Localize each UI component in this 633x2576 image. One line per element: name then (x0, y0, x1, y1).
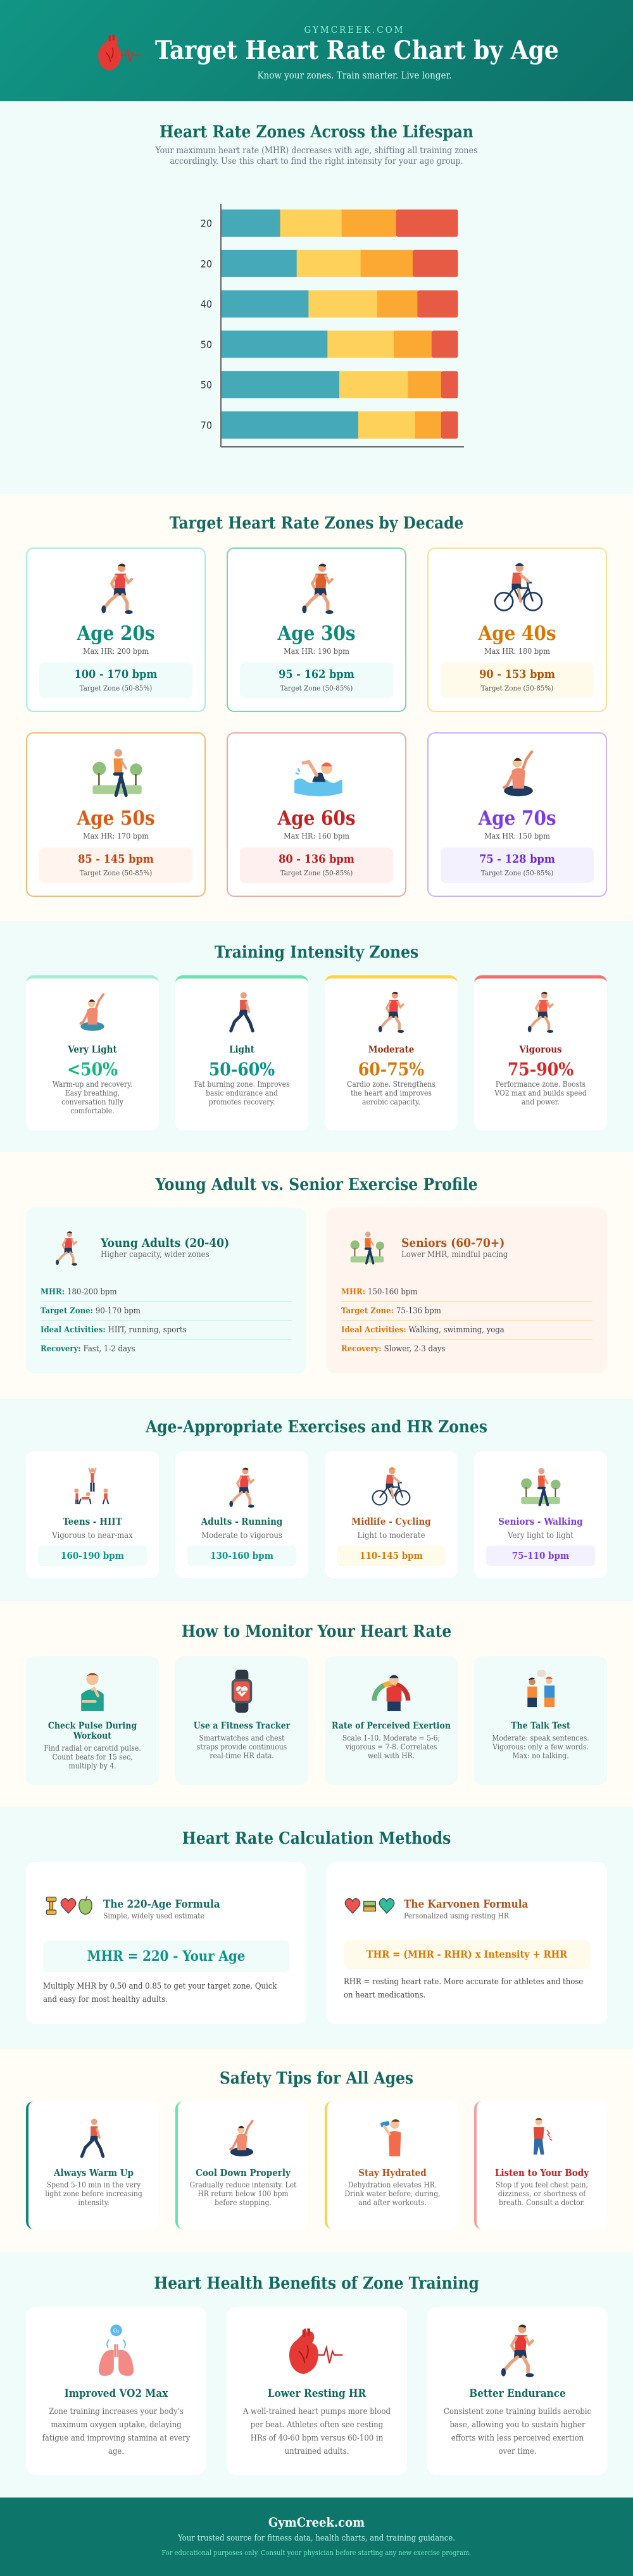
monitor-desc: Scale 1-10. Moderate = 5-6; vigorous = 7-8. Correlates well with HR. (342, 1734, 441, 1760)
tip-name: Cool Down Properly (196, 2167, 291, 2179)
bar-segment-3 (342, 209, 397, 237)
decade-card-40s (427, 547, 607, 712)
bar-segment-3 (377, 291, 418, 318)
exercise-intensity: Vigorous to near-max (52, 1531, 133, 1541)
max-hr: Max HR: 150 bpm (484, 831, 550, 841)
tagline: Know your zones. Train smarter. Live longer. (257, 70, 452, 81)
zone-range: 75 - 128 bpm (479, 853, 555, 866)
benefit-card-endurance (427, 2307, 608, 2475)
formula-desc: RHR = resting heart rate. More accurate for athletes and those on heart medications. (344, 1977, 584, 2000)
benefit-desc: Consistent zone training builds aerobic base, allowing you to sustain higher efforts with less perceived exertion over time. (443, 2407, 592, 2456)
profile-subtitle: Lower MHR, mindful pacing (401, 1250, 508, 1260)
benefits-section (0, 2252, 633, 2498)
monitor-card-rpe (325, 1656, 458, 1785)
age-label: Age 50s (77, 807, 155, 830)
section-title: Heart Rate Calculation Methods (182, 1829, 451, 1848)
yoga-icon (487, 746, 550, 802)
section-title: Young Adult vs. Senior Exercise Profile (155, 1175, 478, 1194)
heart-rate-icon (344, 1895, 361, 1916)
monitor-name: Use a Fitness Tracker (193, 1721, 291, 1731)
zone-box (441, 663, 594, 698)
monitor-section (0, 1601, 633, 1807)
walker-icon (348, 1224, 386, 1273)
row-label: Target Zone: (41, 1306, 93, 1316)
exercise-card-teens (26, 1451, 159, 1578)
page-footer (0, 2498, 633, 2576)
formula-subtitle: Simple, widely used estimate (103, 1911, 204, 1920)
footer-tagline: Your trusted source for fitness data, health charts, and training guidance. (178, 2534, 455, 2543)
age-label: Age 20s (77, 622, 155, 645)
exertion-gauge-icon (366, 1668, 417, 1715)
row-label: Recovery: (341, 1344, 382, 1354)
hiit-group-icon (67, 1466, 118, 1510)
formula-icons (43, 1895, 96, 1916)
lifespan-section (0, 101, 633, 494)
formula-card-karvonen (327, 1862, 607, 2024)
exercise-name: Adults - Running (201, 1516, 283, 1527)
section-subtitle: Your maximum heart rate (MHR) decreases with age, shifting all training zones accordingly. Use this chart to find the right intensity for your age group. (155, 146, 478, 166)
bar-segment-4 (413, 250, 458, 277)
walker-icon (85, 746, 149, 802)
zone-range: 90 - 153 bpm (479, 668, 555, 681)
benefit-desc: A well-trained heart pumps more blood per beat. Athletes often see resting HRs of 40-60 bpm versus 60-100 in untrained adults. (242, 2407, 391, 2456)
page-header (0, 0, 633, 101)
y-tick-label: 40 (200, 298, 212, 311)
bar-segment-1 (221, 209, 280, 237)
monitor-card-tracker (175, 1656, 308, 1785)
benefit-name: Improved VO2 Max (64, 2387, 168, 2400)
profile-row (41, 1340, 292, 1359)
formula-card-220 (26, 1862, 306, 2024)
section-title: Age-Appropriate Exercises and HR Zones (146, 1418, 487, 1437)
monitor-card-pulse (26, 1656, 159, 1785)
exercise-name: Teens - HIIT (63, 1516, 122, 1527)
exercise-range: 130-160 bpm (187, 1546, 296, 1566)
bar-segment-1 (221, 250, 297, 277)
zone-name: Moderate (368, 1044, 415, 1055)
bar-segment-4 (432, 330, 458, 358)
profile-row (341, 1283, 592, 1302)
bar-segment-4 (396, 209, 458, 237)
tip-name: Always Warm Up (54, 2167, 134, 2179)
row-value: Fast, 1-2 days (83, 1344, 135, 1354)
footer-title: GymCreek.com (268, 2515, 365, 2530)
walker-icon (515, 1466, 566, 1510)
y-tick-label: 50 (200, 378, 212, 391)
pulse-check-icon (67, 1668, 118, 1715)
profile-row (341, 1321, 592, 1340)
pain-icon (515, 2116, 566, 2161)
heart-icon (287, 2322, 347, 2380)
bar-segment-1 (221, 291, 309, 318)
zone-box (240, 847, 393, 883)
tip-desc: Spend 5-10 min in the very light zone before increasing intensity. (45, 2180, 142, 2207)
zone-box (240, 663, 393, 698)
cyclist-icon (487, 561, 550, 617)
bar-segment-2 (358, 411, 415, 439)
heart-rate-icon (378, 1895, 396, 1916)
runner-icon (487, 2322, 548, 2380)
runner-icon (286, 561, 349, 617)
safety-section (0, 2049, 633, 2252)
profile-title: Young Adults (20-40) (101, 1236, 230, 1250)
safety-card-warm-up (26, 2101, 159, 2229)
decade-card-70s (427, 732, 607, 897)
bar-segment-4 (441, 411, 458, 439)
decades-section (0, 494, 633, 921)
swimmer-icon (286, 746, 349, 802)
zone-desc: Warm-up and recovery. Easy breathing, conversation fully comfortable. (52, 1080, 133, 1115)
zone-percent: 50-60% (208, 1059, 275, 1080)
zone-label: Target Zone (50-85%) (79, 868, 153, 877)
benefit-card-vo2 (26, 2307, 206, 2475)
zone-card-light (175, 975, 308, 1130)
exercise-intensity: Moderate to vigorous (201, 1531, 282, 1541)
profile-row (341, 1340, 592, 1359)
tip-desc: Stop if you feel chest pain, dizziness, or shortness of breath. Consult a doctor. (496, 2180, 588, 2207)
heart-icon (60, 1895, 77, 1916)
lunge-stretch-icon (67, 2116, 118, 2161)
equals-icon (361, 1895, 378, 1916)
zone-range: 80 - 136 bpm (279, 853, 354, 866)
row-value: Walking, swimming, yoga (408, 1325, 505, 1335)
row-value: 180-200 bpm (67, 1287, 117, 1297)
decade-card-60s (227, 732, 406, 897)
safety-card-hydrated (325, 2101, 458, 2229)
max-hr: Max HR: 200 bpm (83, 646, 149, 656)
age-label: Age 60s (277, 807, 356, 830)
zone-label: Target Zone (50-85%) (280, 868, 353, 877)
bar-segment-2 (308, 291, 377, 318)
cyclist-icon (366, 1466, 417, 1510)
section-title: Training Intensity Zones (214, 943, 419, 962)
heart-icon (96, 33, 144, 72)
benefit-name: Lower Resting HR (267, 2387, 367, 2400)
profile-section (0, 1152, 633, 1399)
decade-card-30s (227, 547, 406, 712)
formula-subtitle: Personalized using resting HR (404, 1911, 509, 1920)
safety-card-listen (474, 2101, 607, 2229)
exercise-name: Midlife - Cycling (351, 1516, 431, 1527)
exercises-section (0, 1399, 633, 1601)
zone-desc: Performance zone. Boosts VO2 max and builds speed and power. (494, 1080, 587, 1106)
safety-card-cool-down (175, 2101, 308, 2229)
row-value: HIIT, running, sports (108, 1325, 187, 1335)
section-title: Target Heart Rate Zones by Decade (169, 514, 464, 533)
row-label: Target Zone: (341, 1306, 394, 1316)
runner-icon (216, 1466, 267, 1510)
calculation-section (0, 1807, 633, 2049)
zone-label: Target Zone (50-85%) (480, 684, 554, 692)
row-label: Ideal Activities: (41, 1325, 106, 1335)
max-hr: Max HR: 160 bpm (284, 831, 349, 841)
bar-segment-3 (415, 411, 442, 439)
sprinter-icon (515, 990, 566, 1035)
yoga-icon (67, 990, 118, 1035)
tip-desc: Dehydration elevates HR. Drink water before, during, and after workouts. (344, 2180, 441, 2207)
row-label: Ideal Activities: (341, 1325, 406, 1335)
intensity-section (0, 921, 633, 1152)
zone-name: Light (229, 1044, 255, 1055)
tip-name: Listen to Your Body (494, 2167, 589, 2179)
exercise-card-midlife (325, 1451, 458, 1578)
monitor-name: Rate of Perceived Exertion (331, 1721, 451, 1731)
max-hr: Max HR: 180 bpm (484, 646, 550, 656)
zone-range: 95 - 162 bpm (279, 668, 354, 681)
exercise-name: Seniors - Walking (498, 1516, 583, 1527)
exercise-card-seniors (474, 1451, 607, 1578)
bar-segment-3 (361, 250, 413, 277)
young-adults-card (26, 1208, 306, 1373)
footer-disclaimer: For educational purposes only. Consult your physician before starting any new exercise program. (161, 2549, 472, 2557)
formula-name: The Karvonen Formula (404, 1898, 529, 1911)
zone-box (39, 663, 192, 698)
bar-segment-4 (441, 371, 458, 398)
age-label: Age 30s (277, 622, 356, 645)
runner-icon (366, 990, 417, 1035)
exercise-card-adults (175, 1451, 308, 1578)
formula-name: The 220-Age Formula (103, 1898, 220, 1911)
zone-box (39, 847, 192, 883)
zone-range: 100 - 170 bpm (74, 668, 158, 681)
zone-name: Very Light (68, 1044, 117, 1055)
zone-percent: 75-90% (507, 1059, 574, 1080)
row-value: Slower, 2-3 days (384, 1344, 446, 1354)
profile-subtitle: Higher capacity, wider zones (101, 1250, 210, 1260)
bar-segment-1 (221, 330, 328, 358)
exercise-range: 75-110 bpm (486, 1546, 595, 1566)
y-tick-label: 20 (200, 258, 212, 270)
zone-percent: <50% (66, 1059, 118, 1080)
section-title: How to Monitor Your Heart Rate (181, 1622, 452, 1641)
exercise-range: 110-145 bpm (337, 1546, 446, 1566)
zone-desc: Fat burning zone. Improves basic endurance and promotes recovery. (194, 1080, 290, 1106)
walker-icon (216, 990, 267, 1035)
bar-segment-1 (221, 371, 340, 398)
apple-icon (77, 1895, 94, 1916)
zone-box (441, 847, 594, 883)
bar-segment-1 (221, 411, 358, 439)
drinking-water-icon (366, 2116, 417, 2161)
benefit-desc: Zone training increases your body's maximum oxygen uptake, delaying fatigue and improving stamina at every age. (42, 2407, 191, 2456)
exercise-intensity: Very light to light (508, 1531, 573, 1541)
dumbbell-icon (43, 1895, 60, 1916)
lungs-icon (86, 2322, 146, 2380)
row-value: 150-160 bpm (368, 1287, 418, 1297)
profile-row (41, 1283, 292, 1302)
age-label: Age 70s (478, 807, 556, 830)
formula-box: MHR = 220 - Your Age (43, 1941, 289, 1972)
max-hr: Max HR: 190 bpm (284, 646, 349, 656)
row-label: MHR: (341, 1287, 366, 1297)
zone-name: Vigorous (519, 1044, 562, 1055)
bar-segment-2 (327, 330, 394, 358)
monitor-desc: Moderate: speak sentences. Vigorous: only a few words. Max: no talking. (492, 1734, 589, 1760)
seated-stretch-icon (216, 2116, 267, 2161)
bar-segment-3 (394, 330, 432, 358)
section-title: Heart Health Benefits of Zone Training (154, 2274, 479, 2293)
bar-segment-2 (339, 371, 408, 398)
bar-segment-2 (280, 209, 342, 237)
bar-segment-3 (408, 371, 441, 398)
row-value: 90-170 bpm (95, 1306, 141, 1316)
talk-test-icon (515, 1668, 566, 1715)
y-tick-label: 70 (200, 419, 212, 432)
zones-bar-chart (184, 199, 475, 453)
zone-desc: Cardio zone. Strengthens the heart and improves aerobic capacity. (347, 1080, 436, 1106)
zone-range: 85 - 145 bpm (78, 853, 154, 866)
zone-percent: 60-75% (358, 1059, 425, 1080)
monitor-desc: Smartwatches and chest straps provide continuous real-time HR data. (196, 1734, 287, 1760)
site-name: GYMCREEK.COM (304, 24, 405, 35)
monitor-desc: Find radial or carotid pulse. Count beats for 15 sec, multiply by 4. (44, 1744, 141, 1770)
exercise-range: 160-190 bpm (38, 1546, 147, 1566)
zone-card-very-light (26, 975, 159, 1130)
page-title: Target Heart Rate Chart by Age (155, 35, 559, 65)
y-tick-label: 50 (200, 338, 212, 351)
monitor-name: The Talk Test (511, 1721, 570, 1731)
y-tick-label: 20 (200, 217, 212, 230)
zone-label: Target Zone (50-85%) (79, 684, 153, 692)
formula-icons (344, 1895, 397, 1916)
profile-row (41, 1321, 292, 1340)
profile-row (341, 1302, 592, 1321)
section-title: Heart Rate Zones Across the Lifespan (160, 123, 473, 142)
runner-icon (85, 561, 149, 617)
monitor-card-talk-test (474, 1656, 607, 1785)
formula-desc: Multiply MHR by 0.50 and 0.85 to get your target zone. Quick and easy for most healthy adults. (43, 1982, 277, 2004)
profile-title: Seniors (60-70+) (401, 1236, 505, 1250)
runner-icon (47, 1224, 85, 1273)
max-hr: Max HR: 170 bpm (83, 831, 149, 841)
zone-card-vigorous (474, 975, 607, 1130)
smartwatch-icon (216, 1668, 267, 1715)
decade-card-50s (26, 732, 206, 897)
benefit-card-resting-hr (227, 2307, 407, 2475)
row-label: MHR: (41, 1287, 65, 1297)
row-value: 75-136 bpm (396, 1306, 441, 1316)
monitor-name: Check Pulse During Workout (47, 1721, 137, 1741)
section-title: Safety Tips for All Ages (219, 2069, 414, 2088)
decade-card-20s (26, 547, 206, 712)
age-label: Age 40s (478, 622, 556, 645)
bar-segment-2 (297, 250, 361, 277)
row-label: Recovery: (41, 1344, 81, 1354)
tip-desc: Gradually reduce intensity. Let HR return below 100 bpm before stopping. (189, 2180, 297, 2207)
formula-box: THR = (MHR - RHR) x Intensity + RHR (344, 1940, 590, 1969)
zone-label: Target Zone (50-85%) (480, 868, 554, 877)
bar-segment-4 (417, 291, 458, 318)
seniors-card (327, 1208, 607, 1373)
zone-label: Target Zone (50-85%) (280, 684, 353, 692)
tip-name: Stay Hydrated (358, 2167, 427, 2179)
profile-row (41, 1302, 292, 1321)
exercise-intensity: Light to moderate (357, 1531, 425, 1541)
zone-card-moderate (325, 975, 458, 1130)
benefit-name: Better Endurance (469, 2387, 566, 2400)
